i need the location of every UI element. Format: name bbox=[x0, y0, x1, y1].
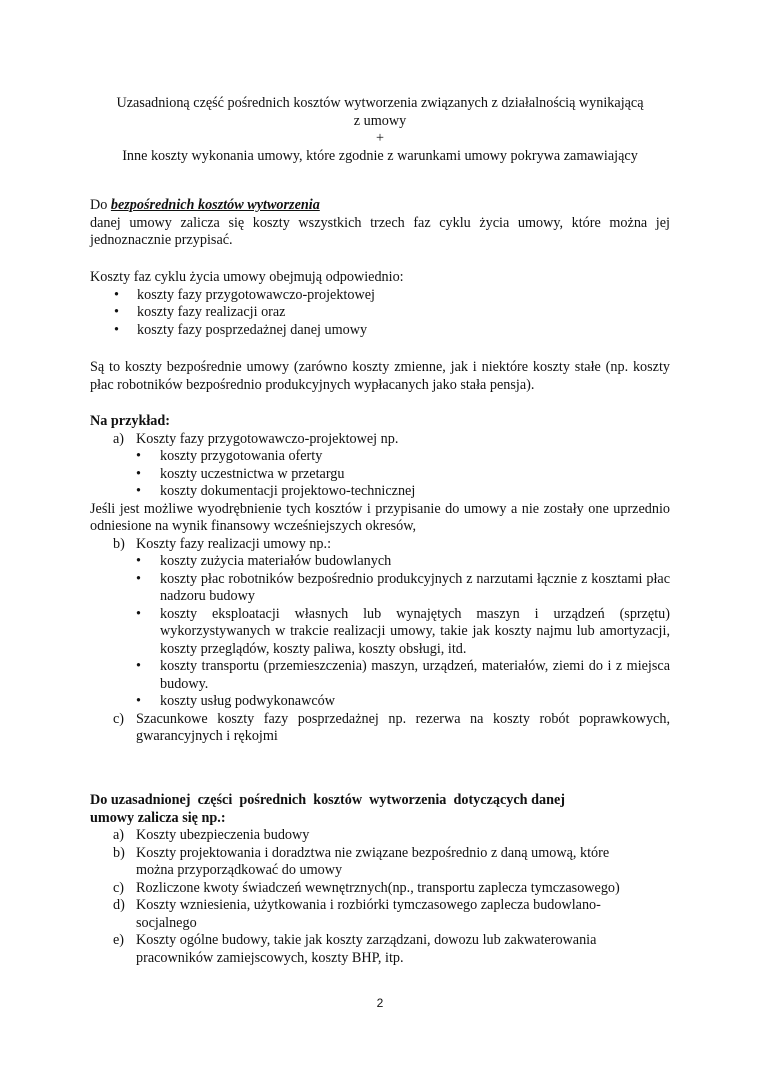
list-item bbox=[90, 932, 650, 967]
item-text: Koszty ubezpieczenia budowy bbox=[136, 827, 310, 843]
list-item: • koszty uczestnictwa w przetargu bbox=[90, 466, 670, 484]
item-text: Koszty projektowania i doradztwa nie związane bezpośrednio z daną umową, które można przyporządkować do umowy bbox=[136, 844, 610, 878]
direct-prefix: Do bbox=[90, 197, 108, 213]
direct-text: danej umowy zalicza się koszty wszystkich trzech faz cyklu życia umowy, które można jej jednoznacznie przypisać. bbox=[90, 214, 670, 248]
direct-note: Są to koszty bezpośrednie umowy (zarówno koszty zmienne, jak i niektóre koszty stałe (np. koszty płac robotników bezpośrednio produkcyjnych wypłacanych jako stała pensja). bbox=[90, 359, 670, 393]
direct-term: bezpośrednich kosztów wytworzenia bbox=[110, 197, 320, 213]
example-a-sublist bbox=[90, 448, 670, 501]
item-marker: a) bbox=[113, 827, 125, 843]
header-line-3: Inne koszty wykonania umowy, które zgodnie z warunkami umowy pokrywa zamawiający bbox=[122, 147, 638, 164]
list-item bbox=[90, 897, 650, 932]
list-item bbox=[90, 711, 670, 746]
list-item: • koszty fazy przygotowawczo-projektowej bbox=[90, 287, 670, 305]
header-line-2: z umowy bbox=[353, 112, 407, 129]
item-marker: e) bbox=[113, 932, 125, 948]
item-label: Koszty fazy przygotowawczo-projektowej np. bbox=[136, 430, 399, 447]
item-label: Szacunkowe koszty fazy posprzedażnej np. rezerwa na koszty robót poprawkowych, gwarancyjnych i rękojmi bbox=[136, 710, 670, 744]
list-item bbox=[90, 880, 650, 898]
indirect-list bbox=[90, 827, 650, 967]
item-text: Koszty wzniesienia, użytkowania i rozbiórki tymczasowego zaplecza budowlano-socjalnego bbox=[136, 897, 601, 931]
list-item bbox=[90, 536, 670, 554]
page-number: 2 bbox=[376, 996, 384, 1010]
header-block bbox=[90, 95, 670, 165]
list-item: • koszty przygotowania oferty bbox=[90, 448, 670, 466]
header-line-1: Uzasadnioną część pośrednich kosztów wytworzenia związanych z działalnością wynikającą bbox=[116, 95, 644, 111]
phases-intro: Koszty faz cyklu życia umowy obejmują odpowiednio: bbox=[90, 269, 404, 285]
list-item: • koszty eksploatacji własnych lub wynajętych maszyn i urządzeń (sprzętu) wykorzystywanych w trakcie realizacji umowy, takie jak koszty najmu lub amortyzacji, koszty przeglądów, koszty paliwa, koszty obsługi, itd. bbox=[90, 606, 670, 659]
phases-section bbox=[90, 269, 670, 339]
list-item: • koszty zużycia materiałów budowlanych bbox=[90, 553, 670, 571]
indirect-section bbox=[90, 792, 670, 967]
example-section bbox=[90, 413, 670, 746]
item-label: Koszty fazy realizacji umowy np.: bbox=[136, 535, 332, 552]
item-marker: c) bbox=[113, 710, 125, 727]
item-marker: a) bbox=[113, 430, 125, 447]
item-text: Koszty ogólne budowy, takie jak koszty zarządzani, dowozu lub zakwaterowania pracowników zamiejscowych, koszty BHP, itp. bbox=[136, 932, 597, 966]
example-b-sublist bbox=[90, 553, 670, 711]
example-heading: Na przykład: bbox=[90, 413, 171, 429]
indirect-heading-line-2: umowy zalicza się np.: bbox=[90, 809, 226, 826]
list-item: • koszty fazy posprzedażnej danej umowy bbox=[90, 322, 670, 340]
indirect-heading-line-1: Do uzasadnionej części pośrednich kosztów wytworzenia dotyczących danej bbox=[90, 792, 565, 808]
list-item bbox=[90, 845, 650, 880]
header-plus: + bbox=[375, 130, 384, 146]
direct-costs-paragraph bbox=[90, 197, 670, 250]
item-marker: b) bbox=[113, 844, 125, 861]
item-marker: d) bbox=[113, 897, 125, 913]
example-list-b bbox=[90, 536, 670, 554]
list-item: • koszty dokumentacji projektowo-technicznej bbox=[90, 483, 670, 501]
list-item bbox=[90, 827, 650, 845]
example-list-c bbox=[90, 711, 670, 746]
item-marker: b) bbox=[113, 535, 125, 552]
item-marker: c) bbox=[113, 879, 125, 896]
phases-list bbox=[90, 287, 670, 340]
example-list-a bbox=[90, 431, 670, 449]
list-item: • koszty usług podwykonawców bbox=[90, 693, 670, 711]
list-item: • koszty płac robotników bezpośrednio produkcyjnych z narzutami łącznie z kosztami płac nadzoru budowy bbox=[90, 571, 670, 606]
list-item bbox=[90, 431, 670, 449]
item-text: Rozliczone kwoty świadczeń wewnętrznych(np., transportu zaplecza tymczasowego) bbox=[136, 879, 620, 896]
list-item: • koszty fazy realizacji oraz bbox=[90, 304, 670, 322]
list-item: • koszty transportu (przemieszczenia) maszyn, urządzeń, materiałów, ziemi do i z miejsca budowy. bbox=[90, 658, 670, 693]
example-a-note: Jeśli jest możliwe wyodrębnienie tych kosztów i przypisanie do umowy a nie zostały one uprzednio odniesione na wynik finansowy wcześniejszych okresów, bbox=[90, 500, 670, 534]
